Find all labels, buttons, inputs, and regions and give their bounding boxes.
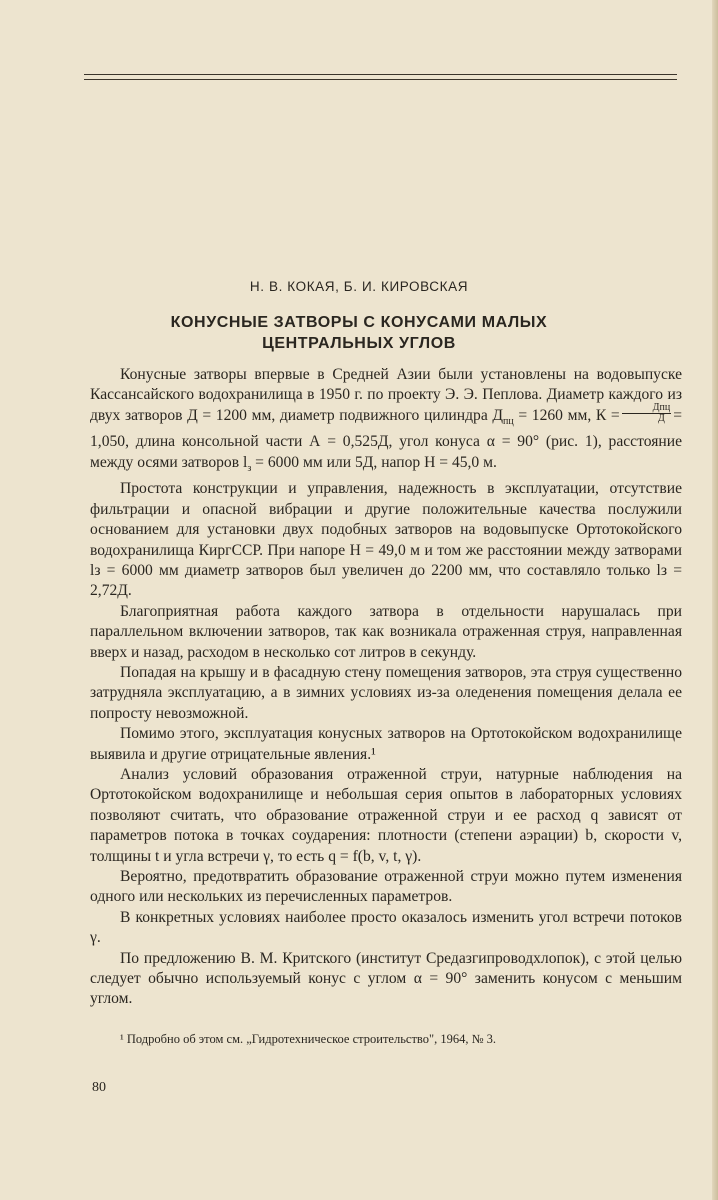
header-rule-bottom <box>84 79 677 80</box>
p1-text-b: = 1260 мм, К = <box>513 406 620 424</box>
paragraph-5: Помимо этого, эксплуатация конусных затворов на Ортотокойском водохранилище выявила и другие отрицательные явления.¹ <box>90 725 682 763</box>
p1-text-a: Конусные затворы впервые в Средней Азии были установлены на водовыпуске Кассансайского водохранилища в 1950 г. по проекту Э. Э. Пеплова. Диаметр каждого из двух затворов Д = 1200 мм, диаметр подвижного цилиндра Д <box>90 366 682 424</box>
page-edge <box>712 0 718 1200</box>
p1-subscript-2: з <box>247 462 252 474</box>
paragraph-7: Вероятно, предотвратить образование отраженной струи можно путем изменения одного или нескольких из перечисленных параметров. <box>90 868 682 906</box>
paragraph-4: Попадая на крышу и в фасадную стену помещения затворов, эта струя существенно затрудняла эксплуатацию, а в зимних условиях из-за оледенения помещения делала ее попросту невозможной. <box>90 663 682 722</box>
paragraph-2: Простота конструкции и управления, надежность в эксплуатации, отсутствие фильтрации и опасной вибрации и другие положительные качества послужили основанием для установки двух подобных затворов на водовыпуске Ортотокойского водохранилища КиргССР. При напоре H = 49,0 м и том же расстоянии между затворами lз = 6000 мм диаметр затворов был увеличен до 2200 мм, что составляло только lз = 2,72Д. <box>90 480 682 600</box>
title-line-2: ЦЕНТРАЛЬНЫХ УГЛОВ <box>262 335 456 352</box>
article-body <box>90 365 682 1010</box>
fraction-denominator: Д <box>658 412 665 424</box>
p1-text-d: = 6000 мм или 5Д, напор H = 45,0 м. <box>251 453 497 471</box>
p1-subscript: пц <box>503 416 514 427</box>
page-number: 80 <box>92 1080 106 1095</box>
footnote: ¹ Подробно об этом см. „Гидротехническое строительство", 1964, № 3. <box>120 1032 497 1046</box>
formula-fraction <box>622 403 672 424</box>
paragraph-6: Анализ условий образования отраженной струи, натурные наблюдения на Ортотокойском водохранилище и небольшая серия опытов в лабораторных условиях позволяют считать, что образование отраженной струи и ее расход q зависят от параметров потока в точках соударения: плотности (степени аэрации) b, скорости v, толщины t и угла встречи γ, то есть q = f(b, v, t, γ). <box>90 766 682 865</box>
paragraph-9: По предложению В. М. Критского (институт Средазгипроводхлопок), с этой целью следует обычно используемый конус с углом α = 90° заменить конусом с меньшим углом. <box>90 949 682 1008</box>
article-title <box>0 312 718 354</box>
title-line-1: КОНУСНЫЕ ЗАТВОРЫ С КОНУСАМИ МАЛЫХ <box>170 314 548 331</box>
p1-text-c: = 1,050, длина консольной части А = 0,525Д, угол конуса α = 90° (рис. 1), расстояние между осями затворов l <box>90 406 682 471</box>
article-authors: Н. В. КОКАЯ, Б. И. КИРОВСКАЯ <box>249 279 469 294</box>
fraction-numerator: Дпц <box>622 403 672 414</box>
paragraph-8: В конкретных условиях наиболее просто оказалось изменить угол встречи потоков γ. <box>90 908 682 947</box>
header-rule-top <box>84 74 677 75</box>
paragraph-1 <box>90 365 682 479</box>
paragraph-3: Благоприятная работа каждого затвора в отдельности нарушалась при параллельном включении затворов, так как возникала отраженная струя, направленная вверх и назад, расходом в несколько сот литров в секунду. <box>90 602 682 661</box>
